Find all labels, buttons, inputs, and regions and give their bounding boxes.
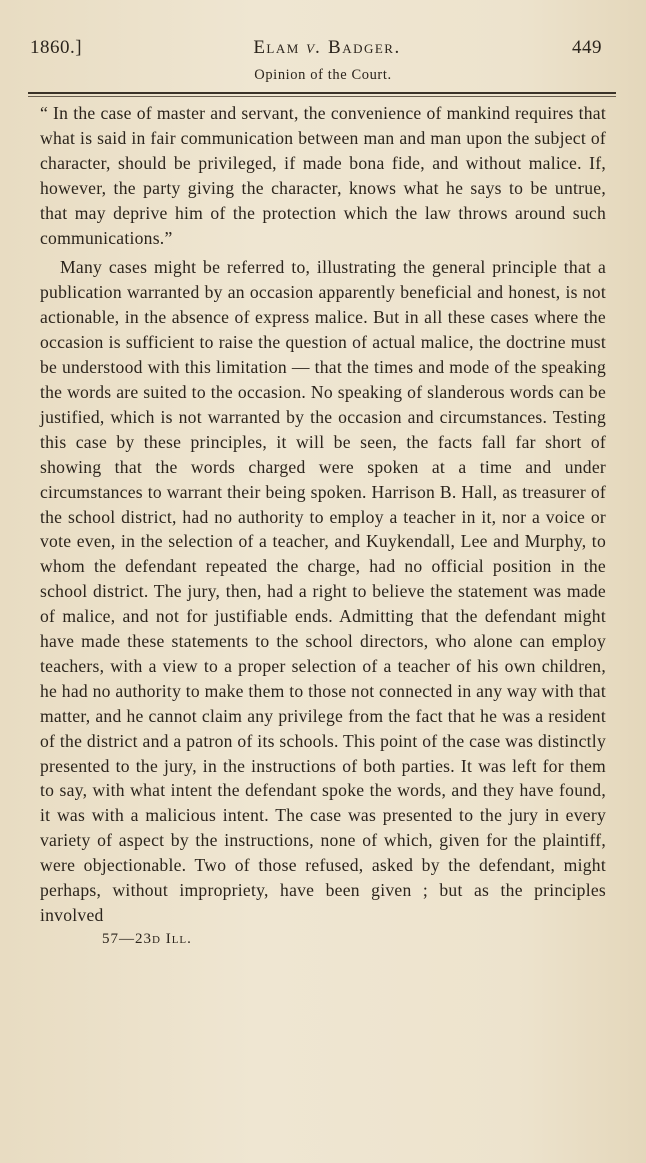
section-subhead: Opinion of the Court. bbox=[254, 67, 392, 83]
paragraph-opinion: Many cases might be referred to, illustrating the general principle that a publication warranted by an occasion apparently beneficial and honest, is not actionable, in the absence of express malice. But in all these cases where the occasion is sufficient to raise the question of actual malice, the doctrine must be understood with this limitation — that the times and mode of the speaking the words are suited to the occasion. No speaking of slanderous words can be justified, which is not warranted by the occasion and circumstances. Testing this case by these principles, it will be seen, the facts fall far short of showing that the words charged were spoken at a time and under circumstances to warrant their being spoken. Harrison B. Hall, as treasurer of the school district, had no authority to employ a teacher in it, nor a voice or vote even, in the selection of a teacher, and Kuykendall, Lee and Murphy, to whom the defendant repeated the charge, had no official position in the school district. The jury, then, had a right to believe the statement was made of malice, and not for justifiable ends. Admitting that the defendant might have made these statements to the school directors, who alone can employ teachers, with a view to a proper selection of a teacher of his own children, he had no authority to make them to those not connected in any way with that matter, and he cannot claim any privilege from the fact that he was a resident of the district and a patron of its schools. This point of the case was distinctly presented to the jury, in the instructions of both parties. It was left for them to say, with what intent the defendant spoke the words, and they have found, it was with a malicious intent. The case was presented to the jury in every variety of aspect by the instructions, none of which, given for the plaintiff, were objectionable. Two of those refused, asked by the defendant, might perhaps, without impropriety, have been given ; but as the principles involved bbox=[40, 257, 606, 925]
paragraph-quote: “ In the case of master and servant, the convenience of mankind requires that what is said in fair communication between man and man upon the subject of character, should be privileged, if made bona fide, and without malice. If, however, the party giving the character, knows what he says to be untrue, that may deprive him of the protection which the law throws around such communications.” bbox=[40, 103, 606, 248]
case-title-part1: Elam bbox=[253, 37, 300, 58]
case-title-v: v. bbox=[306, 37, 322, 58]
header-rule-thin bbox=[28, 96, 616, 97]
case-title bbox=[253, 36, 400, 60]
header-year: 1860.] bbox=[30, 37, 83, 58]
running-head bbox=[30, 36, 602, 60]
header-rule-thick bbox=[28, 92, 616, 94]
signature-mark: 57—23d Ill. bbox=[102, 930, 192, 947]
page-number: 449 bbox=[571, 37, 602, 58]
case-title-part2: Badger. bbox=[328, 37, 401, 58]
body-text bbox=[40, 101, 606, 928]
